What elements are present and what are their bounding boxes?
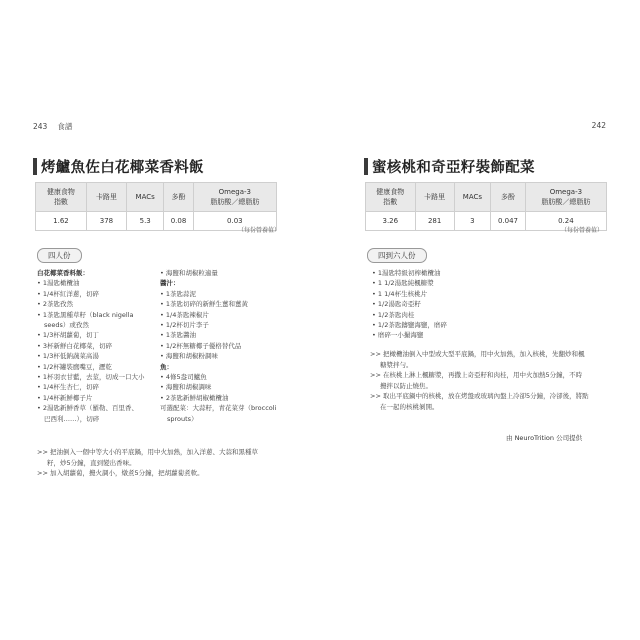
- table-header-cell: 多酚: [491, 183, 526, 212]
- ingredient-list: [372, 268, 447, 341]
- list-item: • 1/2茶匙肉桂: [372, 310, 415, 319]
- list-item: • 1湯匙橄欖油: [37, 279, 80, 288]
- table-cell: 5.3: [126, 212, 163, 231]
- step-item: 糖漿拌勻。: [380, 360, 413, 369]
- list-heading: 魚：: [160, 362, 173, 371]
- table-header-cell: 健康食物 指數: [36, 183, 87, 212]
- step-item: >> 在核桃上淋上楓糖漿，再撒上奇亞籽和肉桂，用中火加熱5分鐘，不時: [370, 371, 583, 380]
- list-item: • 1/2湯匙奇亞籽: [372, 300, 421, 309]
- page-number: 243: [33, 122, 48, 131]
- list-item: 巴西利……），切碎: [44, 414, 100, 423]
- list-item: • 1/4杯生杏仁，切碎: [37, 383, 99, 392]
- table-cell: 281: [415, 212, 454, 231]
- list-item: • 海鹽和胡椒調味: [160, 383, 212, 392]
- list-item: 可選配菜：大蒜籽，青花菜芽（broccoli: [160, 404, 277, 413]
- list-item: • 1茶匙切碎的新鮮生薑和薑黃: [160, 300, 249, 309]
- per-serving-note: （每份營養值）: [238, 227, 281, 234]
- table-header-row: [36, 183, 277, 212]
- serving-badge: 四到六人份: [367, 248, 427, 263]
- table-cell: 0.08: [164, 212, 193, 231]
- list-item: • 1/2杯切片李子: [160, 321, 209, 330]
- list-item: • 1/2杯無糖椰子優格替代品: [160, 341, 242, 350]
- title-marker: [364, 158, 368, 175]
- table-header-row: [366, 183, 607, 212]
- table-cell: 0.047: [491, 212, 526, 231]
- method-steps: [37, 447, 258, 479]
- table-header-cell: Omega-3 脂肪酸／總脂肪: [525, 183, 606, 212]
- nutrition-table: [35, 182, 277, 231]
- ingredient-list-col1: [37, 268, 145, 424]
- list-item: • 2茶匙孜然: [37, 300, 74, 309]
- list-item: • 1茶匙黑種草籽（black nigella: [37, 310, 134, 319]
- list-heading: 醬汁：: [160, 279, 180, 288]
- list-item: • 2湯匙新鮮香草（羅勒、百里香、: [37, 404, 139, 413]
- list-item: • 2茶匙新鮮胡椒橄欖油: [160, 393, 229, 402]
- ingredient-list-col2: [160, 268, 276, 424]
- table-header-cell: Omega-3 脂肪酸／總脂肪: [193, 183, 276, 212]
- step-item: >> 把橄欖油倒入中型或大型平底鍋，用中火加熱，加入核桃，先翻炒和楓: [370, 350, 585, 358]
- list-item: • 1/4杯紅洋蔥，切碎: [37, 289, 99, 298]
- list-item: • 1茶匙醬油: [160, 331, 197, 340]
- page-number: 242: [591, 121, 606, 130]
- list-item: • 磨碎一小撮海鹽: [372, 331, 424, 340]
- nutrition-table: [365, 182, 607, 231]
- table-header-cell: MACs: [454, 183, 490, 212]
- list-item: • 1茶匙蒜泥: [160, 289, 197, 298]
- table-cell: 0.03: [193, 212, 276, 231]
- step-item: >> 把油倒入一個中等大小的平底鍋，用中火加熱，加入洋蔥、大蒜和黑種草: [37, 448, 258, 456]
- list-item: • 1/2杯罐裝鷹嘴豆，瀝乾: [37, 362, 112, 371]
- step-item: >> 取出平底鍋中的核桃，放在烤盤或玻璃內盤上冷卻5分鐘，冷卻後，將點: [370, 392, 589, 401]
- section-label: 食譜: [57, 122, 73, 131]
- page-folio: [592, 121, 606, 130]
- list-item: • 海鹽和胡椒粒適量: [160, 269, 218, 277]
- table-header-cell: MACs: [126, 183, 163, 212]
- list-item: • 海鹽和胡椒粉調味: [160, 352, 218, 361]
- recipe-title-bar: [364, 157, 535, 175]
- per-serving-note: （每份營養值）: [561, 227, 604, 234]
- serving-badge: 四人份: [37, 248, 82, 263]
- title-marker: [33, 158, 37, 175]
- page-folio: [33, 121, 72, 132]
- list-item: seeds）或孜然: [44, 321, 89, 330]
- right-page: [320, 0, 640, 640]
- recipe-credit: 由 NeuroTrition 公司提供: [506, 434, 583, 442]
- step-item: 攪拌以防止燒焦。: [380, 381, 432, 390]
- list-item: • 1 1/2湯匙純楓糖漿: [372, 279, 434, 288]
- table-header-cell: 健康食物 指數: [366, 183, 416, 212]
- recipe-title: 烤鱸魚佐白花椰菜香料飯: [41, 159, 204, 176]
- list-item: • 3杯新鮮白花椰菜，切碎: [37, 341, 113, 350]
- table-header-cell: 多酚: [164, 183, 193, 212]
- list-item: • 1/3杯低鈉蔬菜高湯: [37, 352, 99, 361]
- recipe-title-bar: [33, 157, 204, 175]
- method-steps: [370, 349, 589, 413]
- list-item: • 1/2茶匙鑄鹽海鹽，磨碎: [372, 321, 447, 330]
- recipe-title: 蜜核桃和奇亞籽裝飾配菜: [372, 159, 535, 176]
- table-cell: 3.26: [366, 212, 416, 231]
- list-item: • 1杯羽衣甘藍，去莖，切成一口大小: [37, 373, 145, 382]
- table-cell: 3: [454, 212, 490, 231]
- table-cell: 378: [86, 212, 126, 231]
- list-item: sprouts）: [167, 414, 198, 423]
- step-item: >> 加入胡蘿蔔，攪火調小，燉煮5分鐘，把胡蘿蔔煮軟。: [37, 469, 204, 478]
- list-item: • 1湯匙特級初榨橄欖油: [372, 269, 441, 277]
- step-item: 在一起的核桃剝開。: [380, 402, 439, 411]
- table-cell: 0.24: [525, 212, 606, 231]
- list-heading: 白花椰菜香料飯：: [37, 269, 89, 277]
- list-item: • 1/4杯新鮮椰子片: [37, 393, 93, 402]
- list-item: • 4條5盎司鱸魚: [160, 373, 207, 382]
- list-item: • 1/3杯胡蘿蔔，切丁: [37, 331, 99, 340]
- table-header-cell: 卡路里: [86, 183, 126, 212]
- list-item: • 1/4茶匙辣椒片: [160, 310, 209, 319]
- table-cell: 1.62: [36, 212, 87, 231]
- step-item: 籽，炒5分鐘，直到變出香味。: [47, 458, 136, 467]
- table-header-cell: 卡路里: [415, 183, 454, 212]
- list-item: • 1 1/4杯生核桃片: [372, 289, 428, 298]
